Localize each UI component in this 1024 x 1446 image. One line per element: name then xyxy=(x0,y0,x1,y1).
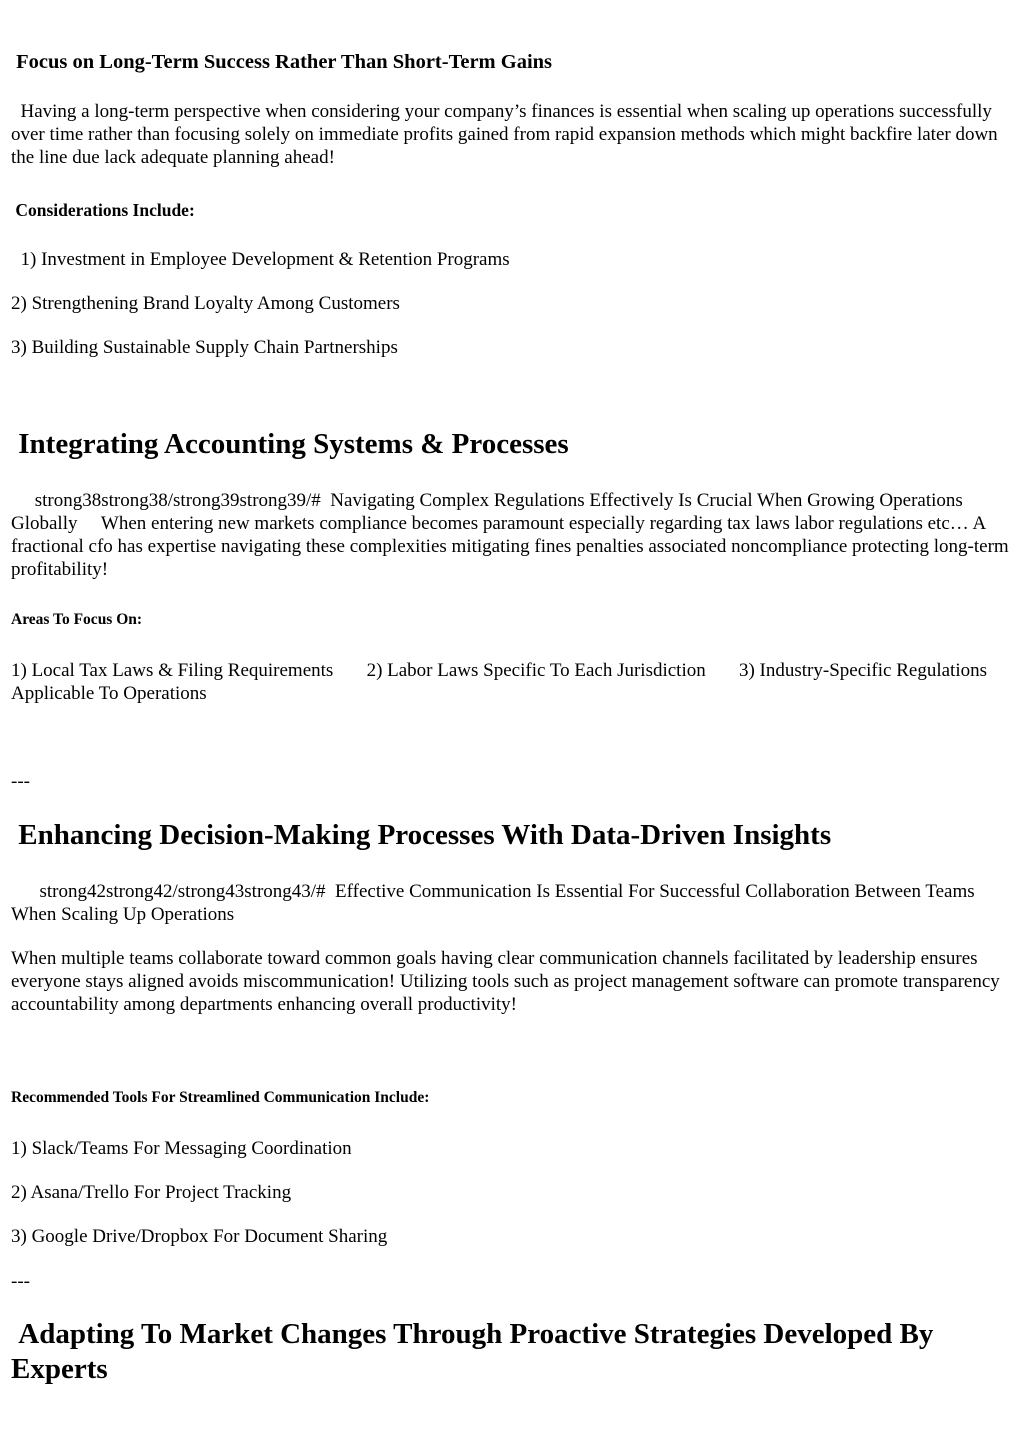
section-heading-market-changes: Adapting To Market Changes Through Proactive Strategies Developed By Experts xyxy=(11,1318,941,1385)
separator: --- xyxy=(11,1271,30,1292)
list-item: 2) Asana/Trello For Project Tracking xyxy=(11,1182,292,1203)
subheading-recommended-tools: Recommended Tools For Streamlined Communication Include: xyxy=(11,1089,430,1106)
list-item: 1) Investment in Employee Development & Retention Programs xyxy=(11,249,510,270)
separator: --- xyxy=(11,771,30,792)
paragraph-regulations: strong38strong38/strong39strong39/# Navigating Complex Regulations Effectively Is Crucial When Growing Operations Globally When entering new markets compliance becomes paramount especially regarding tax laws labor regulations etc… A fractional cfo has expertise navigating these complexities mitigating fines penalties associated noncompliance protecting long-term profitability! xyxy=(11,490,1014,580)
section-heading-decision-making: Enhancing Decision-Making Processes With Data-Driven Insights xyxy=(11,819,832,851)
paragraph-communication-intro: strong42strong42/strong43strong43/# Effective Communication Is Essential For Successful Collaboration Between Teams When Scaling Up Operations xyxy=(11,881,980,925)
list-item: 3) Building Sustainable Supply Chain Partnerships xyxy=(11,337,398,358)
list-item: 2) Strengthening Brand Loyalty Among Customers xyxy=(11,293,400,314)
list-item: 1) Slack/Teams For Messaging Coordination xyxy=(11,1138,352,1159)
areas-list: 1) Local Tax Laws & Filing Requirements 2) Labor Laws Specific To Each Jurisdiction 3) Industry-Specific Regulations Applicable To Operations xyxy=(11,660,991,704)
section-heading-long-term-success: Focus on Long-Term Success Rather Than Short-Term Gains xyxy=(11,51,553,73)
list-item: 3) Google Drive/Dropbox For Document Sharing xyxy=(11,1226,388,1247)
section-heading-accounting-systems: Integrating Accounting Systems & Processes xyxy=(11,428,569,460)
paragraph-communication: When multiple teams collaborate toward common goals having clear communication channels facilitated by leadership ensures everyone stays aligned avoids miscommunication! Utilizing tools such as project management software can promote transparency accountability among departments enhancing overall productivity! xyxy=(11,948,1005,1015)
paragraph-long-term-perspective: Having a long-term perspective when considering your company’s finances is essential when scaling up operations successfully over time rather than focusing solely on immediate profits gained from rapid expansion methods which might backfire later down the line due lack adequate planning ahead! xyxy=(11,101,1003,168)
subheading-areas-to-focus: Areas To Focus On: xyxy=(11,611,143,628)
subheading-considerations: Considerations Include: xyxy=(11,200,195,220)
